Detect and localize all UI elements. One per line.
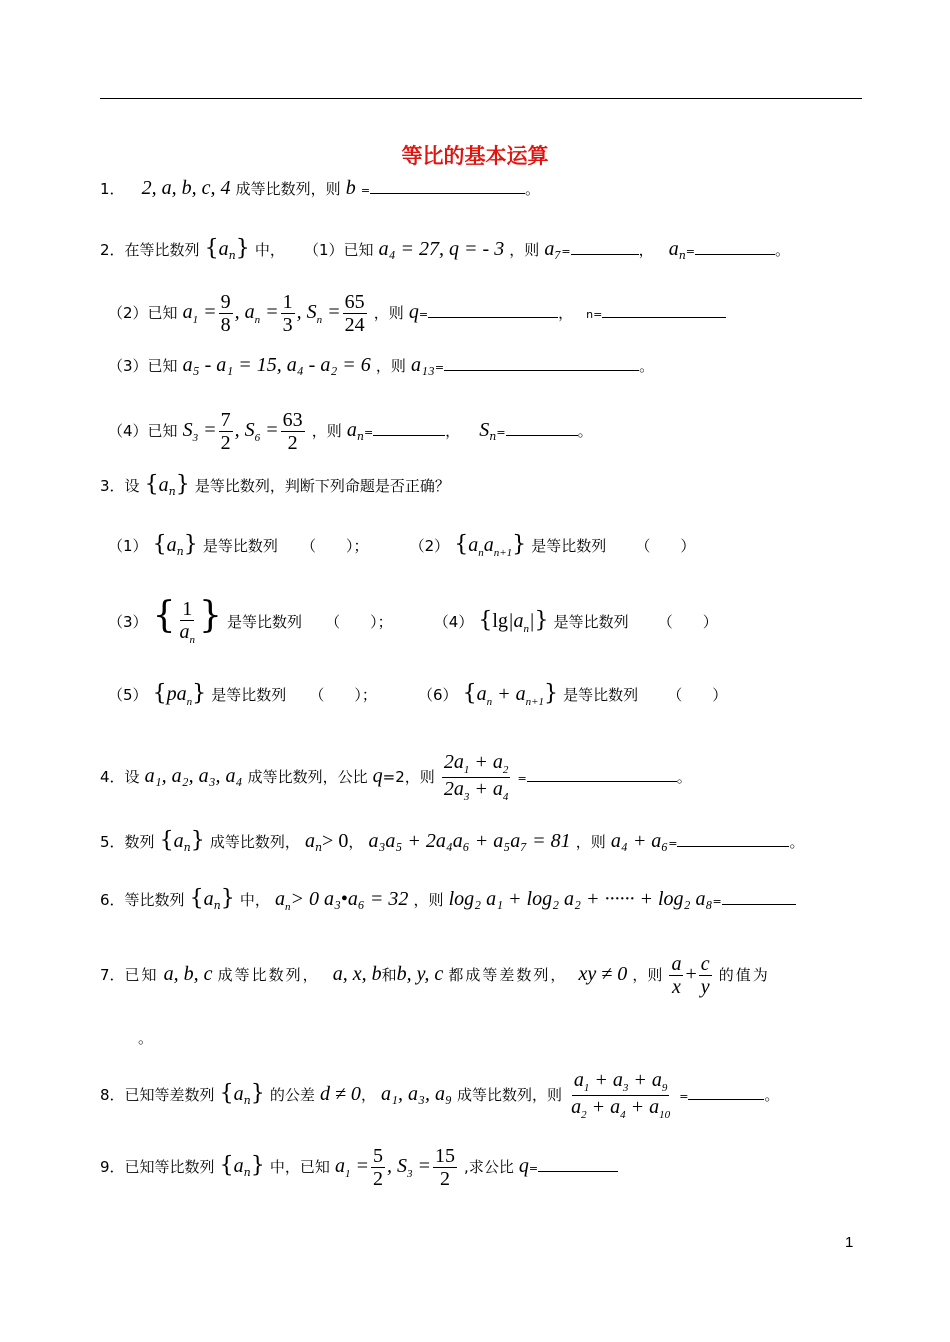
fraction: $\frac{63}{2}$ <box>282 409 303 454</box>
page-title: 等比的基本运算 <box>401 144 549 168</box>
answer-parens[interactable]: （ ） <box>657 613 718 631</box>
fraction: $\frac{1}{a_n}$ <box>179 598 196 646</box>
fraction: $\frac{c}{y}$ <box>700 953 710 998</box>
fraction: $\frac{65}{24}$ <box>344 291 365 336</box>
question-2-part-3: （3）已知 a₅ - a₁ = 15, a₄ - a₂ = 6 ，则 a₁₃= 。 <box>108 354 655 376</box>
answer-parens[interactable]: （ ） <box>309 686 362 704</box>
answer-blank[interactable] <box>370 192 525 194</box>
question-text: 成等比数列，则 <box>235 180 341 198</box>
answer-blank[interactable] <box>695 253 775 255</box>
header-rule <box>100 98 862 99</box>
answer-blank[interactable] <box>506 434 578 436</box>
question-8: 8．已知等差数列 $\{a_n\}$ 的公差 d ≠ 0， a₁, a₃, a₉ 成等比数列，则 $\frac{a_1 + a_3 + a_9}{a_2 + a_4 + a_{10}}$ = 。 <box>100 1069 780 1121</box>
answer-blank[interactable] <box>373 434 445 436</box>
answer-parens[interactable]: （ ） <box>667 686 728 704</box>
answer-blank[interactable] <box>722 903 796 905</box>
fraction: $\frac{a}{x}$ <box>671 953 682 998</box>
answer-blank[interactable] <box>602 316 726 318</box>
answer-blank[interactable] <box>677 845 789 847</box>
answer-blank[interactable] <box>688 1098 764 1100</box>
answer-blank[interactable] <box>527 780 677 782</box>
question-number: 1． <box>100 180 125 198</box>
fraction: $\frac{9}{8}$ <box>220 291 231 336</box>
answer-blank[interactable] <box>538 1170 618 1172</box>
question-2-part-2: （2）已知 $a_1$ = $\frac{9}{8}$ , $a_n$ = $\frac{1}{3}$ , $S_n$ = $\frac{65}{24}$ ，则 q= ， n= <box>100 292 870 335</box>
fraction: $\frac{5}{2}$ <box>372 1145 383 1190</box>
answer-blank[interactable] <box>444 369 639 371</box>
question-4: 4．设 a₁, a₂, a₃, a₄ 成等比数列，公比 q=2，则 $\frac{2a_1 + a_2}{2a_3 + a_4}$ = 。 <box>100 751 692 803</box>
question-2: 2．在等比数列 $\{a_n\}$ 中， （1）已知 a₄ = 27, q = - 3 ，则 a₇= ， $a_n=$ 。 <box>100 236 791 263</box>
question-3: 3．设 $\{a_n\}$ 是等比数列，判断下列命题是否正确？ <box>100 472 450 499</box>
sequence: 2, a, b, c, 4 <box>141 177 231 199</box>
question-9: 9．已知等比数列 $\{a_n\}$ 中，已知 $a_1$ = $\frac{5}{2}$ , $S_3$ = $\frac{15}{2}$ ,求公比 q= <box>100 1146 870 1189</box>
question-3-items-3-4: （3） { $\frac{1}{a_n}$ } 是等比数列 （ ）； （4） $\{\lg|a_n|\}$ 是等比数列 （ ） <box>108 595 718 646</box>
fraction: $\frac{1}{3}$ <box>282 291 293 336</box>
question-1: 1． 2, a, b, c, 4 成等比数列，则 b = 。 <box>100 177 541 199</box>
fraction: $\frac{2a_1 + a_2}{2a_3 + a_4}$ <box>443 751 509 803</box>
answer-blank[interactable] <box>571 253 639 255</box>
question-7-end: 。 <box>138 1029 154 1047</box>
question-3-items-5-6: （5） $\{pa_n\}$ 是等比数列 （ ）； （6） $\{a_n + a_{n+1}\}$ 是等比数列 （ ） <box>108 681 728 708</box>
fraction: $\frac{7}{2}$ <box>220 409 231 454</box>
page-number: 1 <box>845 1234 854 1251</box>
question-5: 5．数列 $\{a_n\}$ 成等比数列， $a_n> 0$， a₃a₅ + 2a₄a₆ + a₅a₇ = 81 ，则 a₄ + a₆= 。 <box>100 828 805 855</box>
answer-blank[interactable] <box>428 316 558 318</box>
fraction: $\frac{a_1 + a_3 + a_9}{a_2 + a_4 + a_{10}}$ <box>571 1069 671 1121</box>
question-6: 6．等比数列 $\{a_n\}$ 中， $a_n> 0$ a₃•a₆ = 32 ，则 log₂ a₁ + log₂ a₂ + ······ + log₂ a₈= <box>100 888 870 913</box>
answer-parens[interactable]: （ ） <box>635 537 696 555</box>
variable-b: b <box>345 177 356 199</box>
question-2-part-4: （4）已知 $S_3$ = $\frac{7}{2}$ , $S_6$ = $\frac{63}{2}$ ，则 $a_n=$ ， $S_n=$ 。 <box>108 409 593 454</box>
fraction: $\frac{15}{2}$ <box>434 1145 455 1190</box>
left-brace: { <box>204 236 219 261</box>
question-3-items-1-2: （1） $\{a_n\}$ 是等比数列 （ ）； （2） $\{a_na_{n+1}\}$ 是等比数列 （ ） <box>108 532 696 559</box>
answer-parens[interactable]: （ ） <box>300 537 354 555</box>
answer-parens[interactable]: （ ） <box>325 613 378 631</box>
right-brace: } <box>235 236 250 261</box>
question-7: 7．已知 a, b, c 成等比数列， a, x, b和b, y, c 都成等差数列， xy ≠ 0 ，则 $\frac{a}{x}$ + $\frac{c}{y}$ 的值为 <box>100 953 770 998</box>
